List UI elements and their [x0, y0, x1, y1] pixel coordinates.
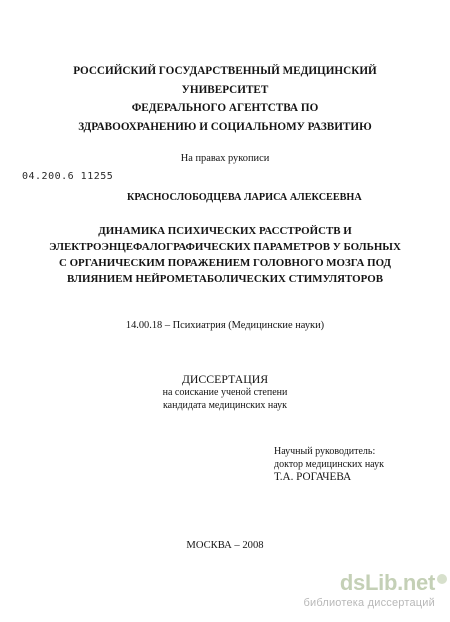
specialty-code: 14.00.18 – Психиатрия (Медицинские науки): [125, 320, 325, 331]
thesis-degree-line: кандидата медицинских наук: [162, 400, 288, 411]
city-year: МОСКВА – 2008: [186, 540, 264, 551]
logo-dot-icon: [437, 574, 447, 584]
supervisor-label: Научный руководитель:: [274, 446, 376, 457]
watermark-tagline: библиотека диссертаций: [303, 597, 435, 609]
institution-block: [0, 62, 450, 136]
supervisor-degree: доктор медицинских наук: [274, 458, 384, 470]
institution-line: ЗДРАВООХРАНЕНИЮ И СОЦИАЛЬНОМУ РАЗВИТИЮ: [78, 120, 372, 133]
dslib-watermark: [272, 570, 447, 618]
institution-line: ФЕДЕРАЛЬНОГО АГЕНТСТВА ПО: [131, 102, 319, 115]
supervisor-block: [274, 446, 384, 484]
thesis-title: [0, 223, 450, 287]
rights-note: На правах рукописи: [180, 153, 270, 164]
title-line: ДИНАМИКА ПСИХИЧЕСКИХ РАССТРОЙСТВ И: [98, 225, 352, 237]
title-line: ЭЛЕКТРОЭНЦЕФАЛОГРАФИЧЕСКИХ ПАРАМЕТРОВ У БОЛЬНЫХ: [49, 241, 401, 253]
supervisor-name: Т.А. РОГАЧЕВА: [274, 471, 352, 483]
watermark-brand: dsLib.net: [339, 570, 435, 595]
thesis-degree-line: на соискание ученой степени: [162, 387, 288, 398]
author-name: КРАСНОСЛОБОДЦЕВА ЛАРИСА АЛЕКСЕЕВНА: [127, 192, 362, 203]
title-line: С ОРГАНИЧЕСКИМ ПОРАЖЕНИЕМ ГОЛОВНОГО МОЗГА ПОД: [58, 257, 391, 269]
institution-line: РОССИЙСКИЙ ГОСУДАРСТВЕННЫЙ МЕДИЦИНСКИЙ: [73, 65, 377, 77]
registration-number: 04.200.6 11255: [22, 171, 114, 182]
title-line: ВЛИЯНИЕМ НЕЙРОМЕТАБОЛИЧЕСКИХ СТИМУЛЯТОРОВ: [67, 273, 383, 285]
institution-line: УНИВЕРСИТЕТ: [181, 83, 269, 96]
thesis-heading: ДИССЕРТАЦИЯ: [181, 372, 269, 386]
